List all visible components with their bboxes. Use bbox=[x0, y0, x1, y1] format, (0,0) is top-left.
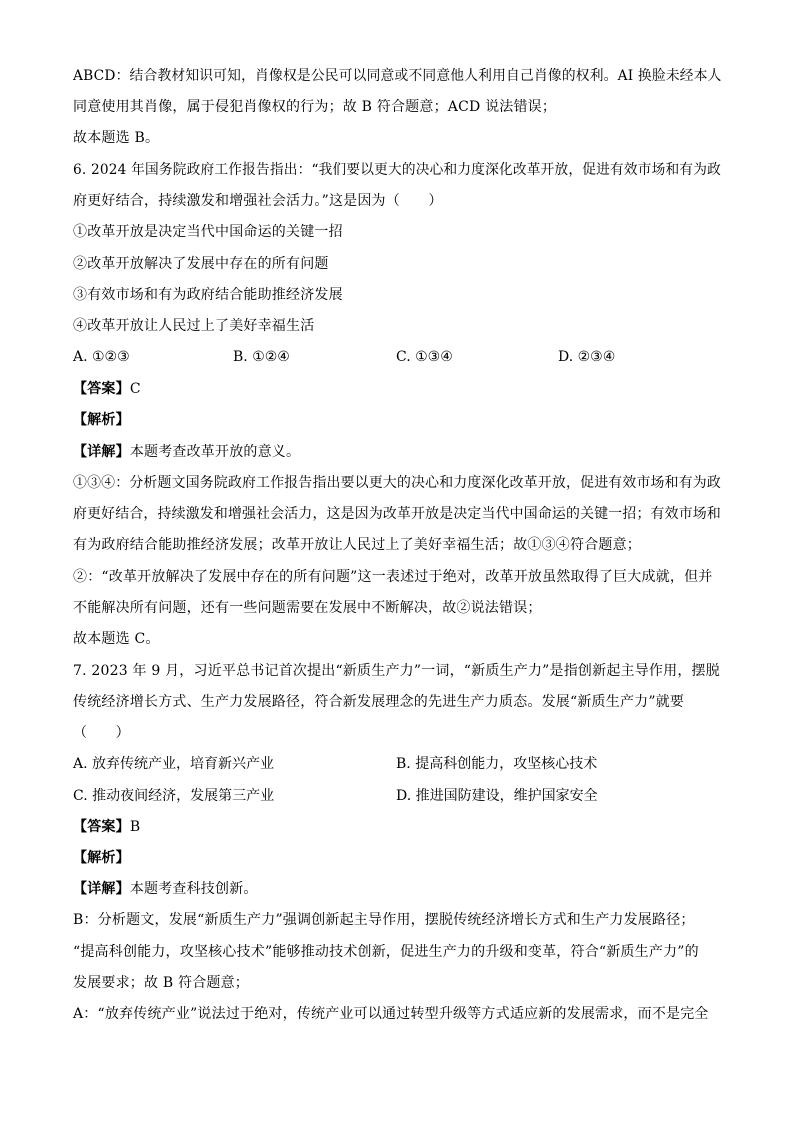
answer-value: C bbox=[129, 381, 141, 397]
q6-option-a: A. ①②③ bbox=[73, 349, 130, 365]
question-6-stem: 6. 2024 年国务院政府工作报告指出：“我们要以更大的决心和力度深化改革开放，促进有效市场和有为政 bbox=[73, 162, 721, 178]
text-line: “提高科创能力，攻坚核心技术”能够推动技术创新，促进生产力的升级和变革，符合“新质生产力”的 bbox=[73, 944, 699, 960]
statement-4: ④改革开放让人民过上了美好幸福生活 bbox=[73, 318, 315, 334]
text-line: 故本题选 B。 bbox=[73, 130, 160, 146]
text-line: ABCD：结合教材知识可知，肖像权是公民可以同意或不同意他人利用自己肖像的权利。AI 换脸未经本人 bbox=[73, 68, 722, 84]
answer-value: B bbox=[129, 819, 141, 835]
q6-option-c: C. ①③④ bbox=[396, 349, 453, 365]
q7-option-b: B. 提高科创能力，攻坚核心技术 bbox=[396, 756, 598, 772]
q7-detail-line bbox=[73, 879, 258, 899]
text-line: 府更好结合，持续激发和增强社会活力，这是因为改革开放是决定当代中国命运的关键一招；有效市场和 bbox=[73, 506, 721, 522]
text-line: 故本题选 C。 bbox=[73, 631, 160, 647]
q7-answer-line bbox=[73, 817, 140, 837]
detail-text: 本题考查改革开放的意义。 bbox=[129, 444, 301, 460]
q7-option-a: A. 放弃传统产业，培育新兴产业 bbox=[73, 756, 275, 772]
question-7-stem: 7. 2023 年 9 月，习近平总书记首次提出“新质生产力”一词，“新质生产力”是指创新起主导作用，摆脱 bbox=[73, 663, 720, 679]
text-line: 有为政府结合能助推经济发展；改革开放让人民过上了美好幸福生活；故①③④符合题意； bbox=[73, 537, 641, 553]
answer-tag: 【答案】 bbox=[73, 381, 130, 397]
q7-option-c: C. 推动夜间经济，发展第三产业 bbox=[73, 788, 275, 804]
detail-text: 本题考查科技创新。 bbox=[129, 881, 258, 897]
statement-2: ②改革开放解决了发展中存在的所有问题 bbox=[73, 256, 329, 272]
question-7-stem: （ ） bbox=[73, 725, 130, 741]
q6-option-d: D. ②③④ bbox=[558, 349, 616, 365]
question-6-stem: 府更好结合，持续激发和增强社会活力。”这是因为（ ） bbox=[73, 193, 443, 209]
text-line: 同意使用其肖像，属于侵犯肖像权的行为；故 B 符合题意；ACD 说法错误； bbox=[73, 99, 557, 115]
q6-analysis-tag: 【解析】 bbox=[73, 412, 130, 428]
q6-detail-line bbox=[73, 442, 300, 462]
text-line: 不能解决所有问题，还有一些问题需要在发展中不断解决，故②说法错误； bbox=[73, 600, 542, 616]
statement-3: ③有效市场和有为政府结合能助推经济发展 bbox=[73, 287, 343, 303]
statement-1: ①改革开放是决定当代中国命运的关键一招 bbox=[73, 224, 343, 240]
q6-answer-line bbox=[73, 379, 141, 399]
detail-tag: 【详解】 bbox=[73, 444, 130, 460]
detail-tag: 【详解】 bbox=[73, 881, 130, 897]
q7-option-d: D. 推进国防建设，维护国家安全 bbox=[396, 788, 598, 804]
text-line: ①③④：分析题文国务院政府工作报告指出要以更大的决心和力度深化改革开放，促进有效市场和有为政 bbox=[73, 475, 721, 491]
text-line: 发展要求；故 B 符合题意； bbox=[73, 975, 249, 991]
text-line: B：分析题文，发展“新质生产力”强调创新起主导作用，摆脱传统经济增长方式和生产力发展路径； bbox=[73, 912, 695, 928]
q7-analysis-tag: 【解析】 bbox=[73, 850, 130, 866]
answer-tag: 【答案】 bbox=[73, 819, 130, 835]
text-line: ②：“改革开放解决了发展中存在的所有问题”这一表述过于绝对，改革开放虽然取得了巨大成就，但并 bbox=[73, 569, 713, 585]
q6-option-b: B. ①②④ bbox=[233, 349, 290, 365]
text-line: A：“放弃传统产业”说法过于绝对，传统产业可以通过转型升级等方式适应新的发展需求，而不是完全 bbox=[73, 1006, 709, 1022]
question-7-stem: 传统经济增长方式、生产力发展路径，符合新发展理念的先进生产力质态。发展“新质生产力”就要 bbox=[73, 694, 685, 710]
